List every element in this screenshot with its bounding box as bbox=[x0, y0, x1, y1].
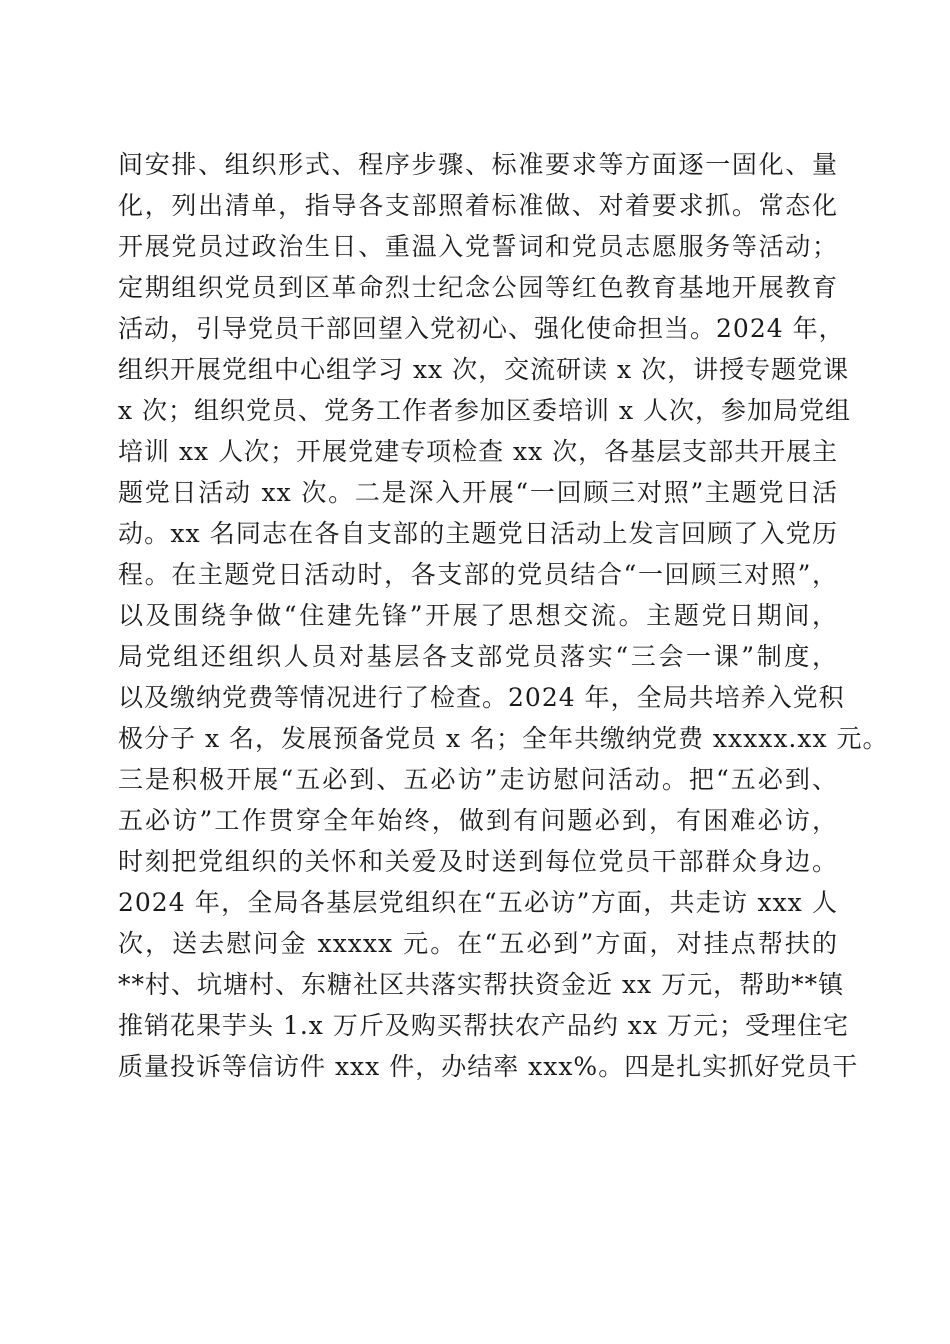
text-line: 动。xx 名同志在各自支部的主题党日活动上发言回顾了入党历 bbox=[118, 519, 838, 548]
text-line: 间安排、组织形式、程序步骤、标准要求等方面逐一固化、量 bbox=[118, 150, 838, 179]
text-line: 定期组织党员到区革命烈士纪念公园等红色教育基地开展教育 bbox=[118, 273, 838, 302]
text-line: 组织开展党组中心组学习 xx 次，交流研读 x 次，讲授专题党课 bbox=[118, 355, 850, 384]
text-line: **村、坑塘村、东糖社区共落实帮扶资金近 xx 万元，帮助**镇 bbox=[118, 970, 845, 999]
text-line: 质量投诉等信访件 xxx 件，办结率 xxx%。四是扎实抓好党员干 bbox=[118, 1052, 859, 1081]
text-line: 三是积极开展“五必到、五必访”走访慰问活动。把“五必到、 bbox=[118, 765, 838, 794]
text-line: 活动，引导党员干部回望入党初心、强化使命担当。2024 年， bbox=[118, 314, 845, 343]
text-line: 培训 xx 人次；开展党建专项检查 xx 次，各基层支部共开展主 bbox=[118, 437, 839, 466]
text-line: 五必访”工作贯穿全年始终，做到有问题必到，有困难必访， bbox=[118, 806, 838, 835]
text-line: 极分子 x 名，发展预备党员 x 名；全年共缴纳党费 xxxxx.xx 元。 bbox=[118, 724, 889, 753]
text-line: 程。在主题党日活动时，各支部的党员结合“一回顾三对照”， bbox=[118, 560, 838, 589]
text-line: 以及缴纳党费等情况进行了检查。2024 年，全局共培养入党积 bbox=[118, 683, 845, 712]
text-line: 推销花果芋头 1.x 万斤及购买帮扶农产品约 xx 万元；受理住宅 bbox=[118, 1011, 849, 1040]
body-text bbox=[118, 144, 889, 1087]
text-line: 2024 年，全局各基层党组织在“五必访”方面，共走访 xxx 人 bbox=[118, 888, 838, 917]
text-line: 次，送去慰问金 xxxxx 元。在“五必到”方面，对挂点帮扶的 bbox=[118, 929, 838, 958]
text-line: 时刻把党组织的关怀和关爱及时送到每位党员干部群众身边。 bbox=[118, 847, 838, 876]
text-line: x 次；组织党员、党务工作者参加区委培训 x 人次，参加局党组 bbox=[118, 396, 852, 425]
text-line: 题党日活动 xx 次。二是深入开展“一回顾三对照”主题党日活 bbox=[118, 478, 838, 507]
text-line: 局党组还组织人员对基层各支部党员落实“三会一课”制度， bbox=[118, 642, 838, 671]
text-line: 开展党员过政治生日、重温入党誓词和党员志愿服务等活动； bbox=[118, 232, 838, 261]
text-line: 化，列出清单，指导各支部照着标准做、对着要求抓。常态化 bbox=[118, 191, 838, 220]
text-line: 以及围绕争做“住建先锋”开展了思想交流。主题党日期间， bbox=[118, 601, 838, 630]
